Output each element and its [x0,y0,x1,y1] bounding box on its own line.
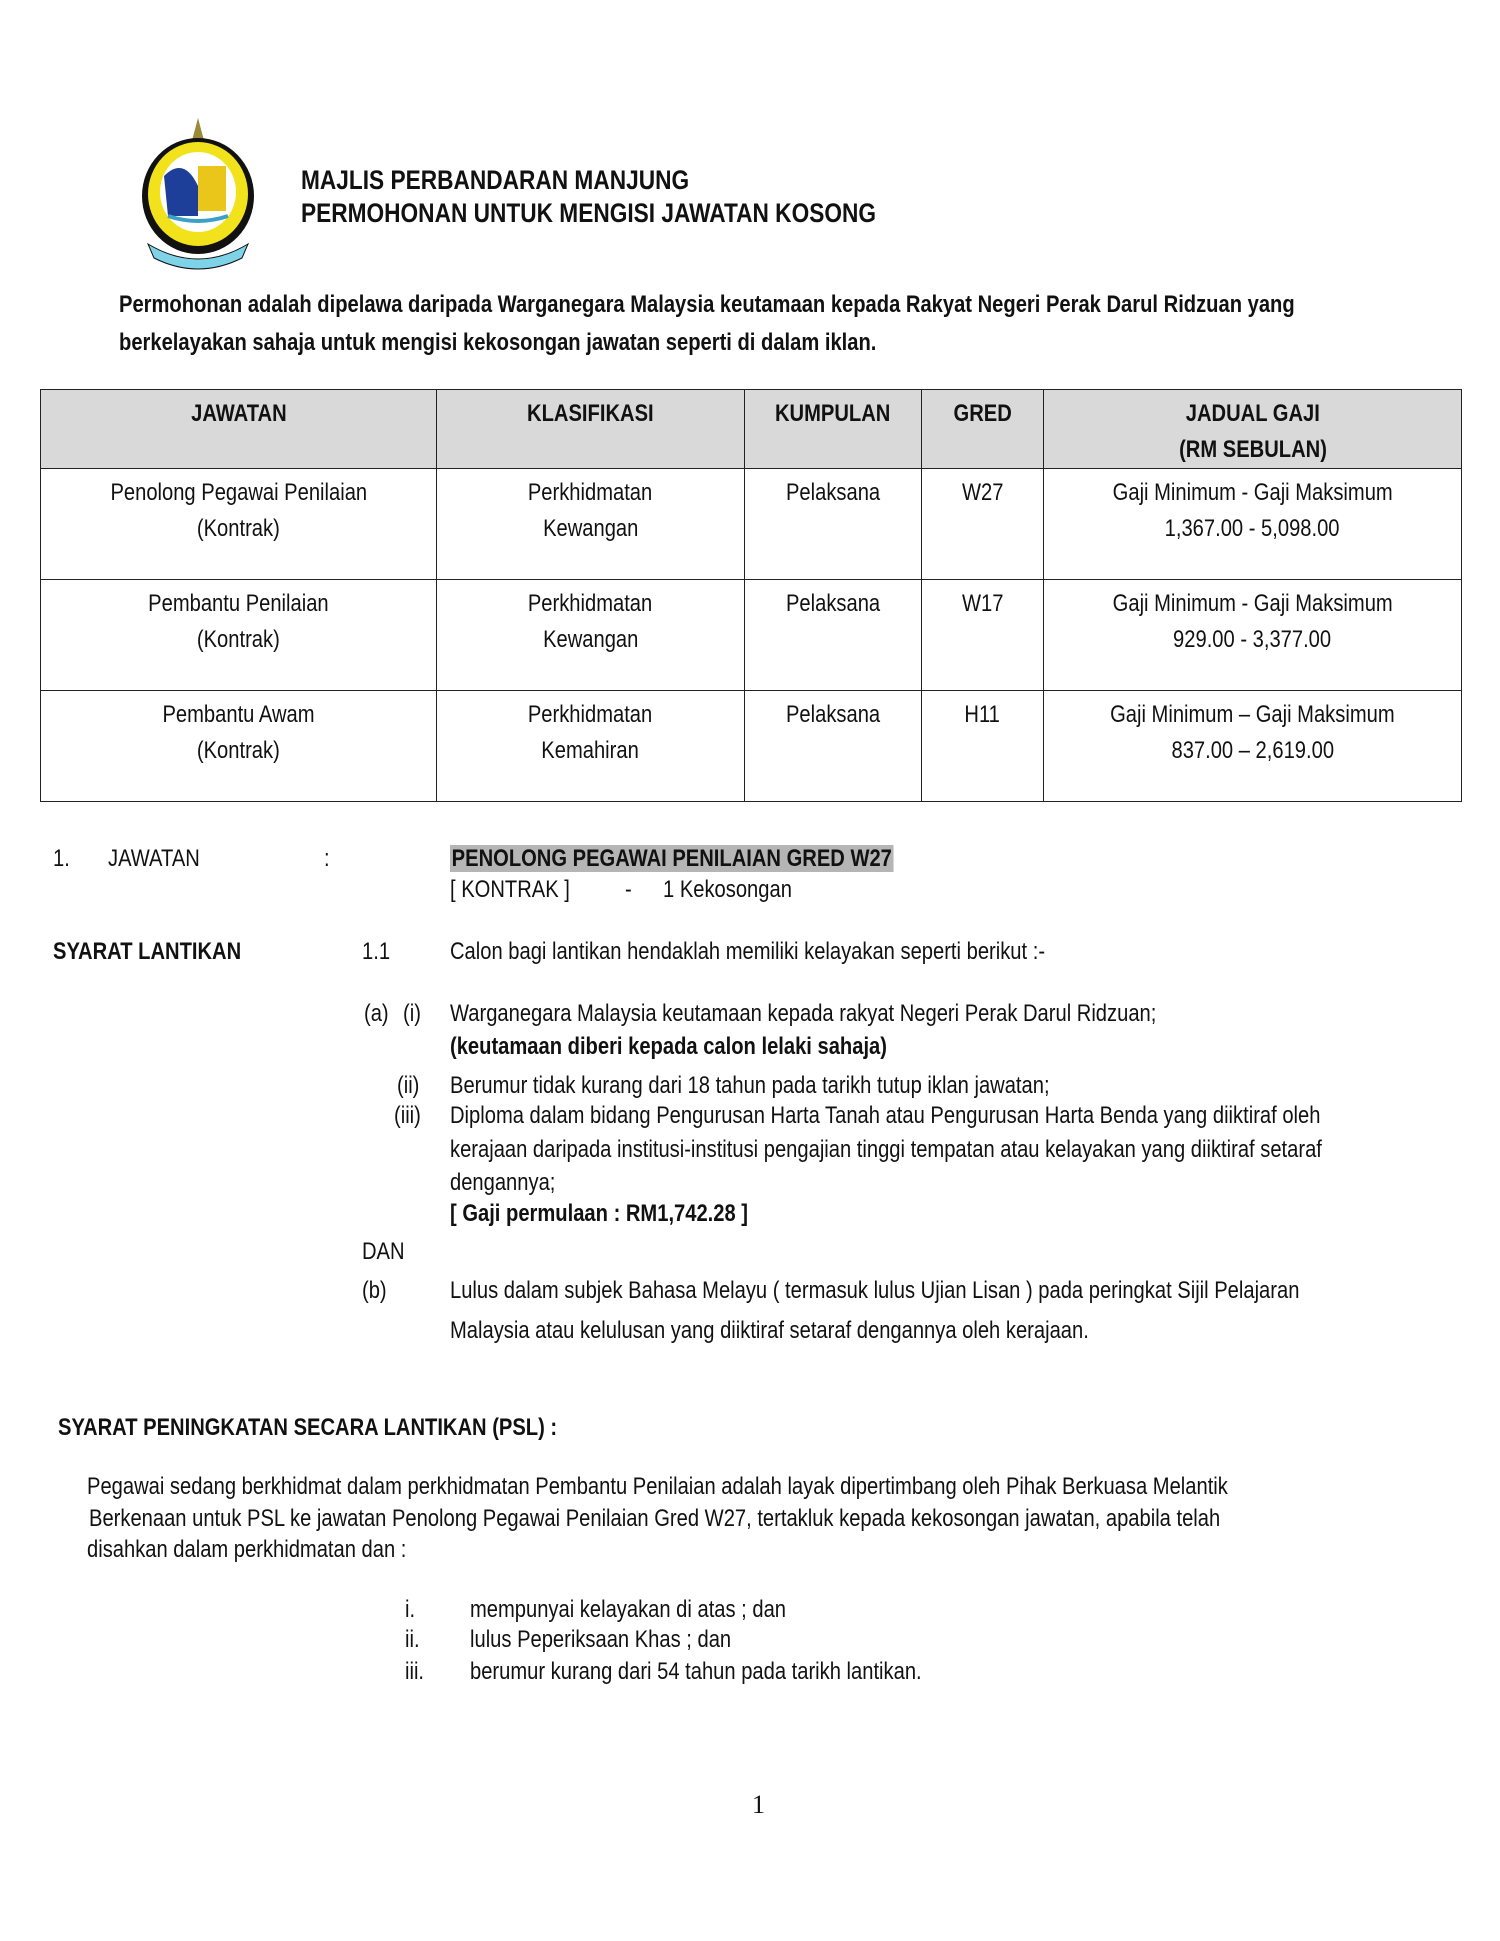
item-b-text-1: Lulus dalam subjek Bahasa Melayu ( termasuk lulus Ujian Lisan ) pada peringkat Sijil Pelajaran [450,1277,1300,1304]
psl-heading: SYARAT PENINGKATAN SECARA LANTIKAN (PSL) : [58,1414,558,1441]
cell-klasifikasi: Perkhidmatan [528,590,653,617]
cell-klasifikasi-2: Kewangan [542,515,639,542]
cell-gaji-range: 837.00 – 2,619.00 [1171,737,1334,764]
section-colon: : [324,845,330,872]
psl-para-3: disahkan dalam perkhidmatan dan : [87,1536,407,1563]
psl-item-number: i. [405,1596,416,1623]
cell-kumpulan: Pelaksana [785,479,881,506]
item-iii-text-2: kerajaan daripada institusi-institusi pengajian tinggi tempatan atau kelayakan yang diiktiraf setaraf [450,1136,1322,1163]
cell-gaji-label: Gaji Minimum - Gaji Maksimum [1112,590,1393,617]
syarat-intro: Calon bagi lantikan hendaklah memiliki kelayakan seperti berikut :- [450,938,1046,965]
cell-klasifikasi: Perkhidmatan [528,701,653,728]
col-kumpulan: KUMPULAN [775,400,891,427]
section-number: 1. [53,845,70,872]
col-klasifikasi: KLASIFIKASI [527,400,654,427]
cell-gaji-label: Gaji Minimum – Gaji Maksimum [1110,701,1395,728]
vacancy-table [40,389,1462,802]
council-logo [134,116,262,272]
cell-jawatan-type: (Kontrak) [197,626,280,653]
item-i-note: (keutamaan diberi kepada calon lelaki sahaja) [450,1033,887,1060]
item-b-text-2: Malaysia atau kelulusan yang diiktiraf setaraf dengannya oleh kerajaan. [450,1317,1089,1344]
dan-label: DAN [362,1238,405,1265]
psl-para-1: Pegawai sedang berkhidmat dalam perkhidmatan Pembantu Penilaian adalah layak dipertimbang oleh Pihak Berkuasa Melantik [87,1473,1228,1500]
section-label: JAWATAN [108,845,200,872]
item-i-text: Warganegara Malaysia keutamaan kepada rakyat Negeri Perak Darul Ridzuan; [450,1000,1157,1027]
cell-gred: H11 [964,701,1001,728]
item-ii-text: Berumur tidak kurang dari 18 tahun pada tarikh tutup iklan jawatan; [450,1072,1050,1099]
page-number: 1 [752,1790,765,1819]
col-jadual-gaji: JADUAL GAJI [1185,400,1320,427]
item-b-label: (b) [362,1277,387,1304]
cell-jawatan: Pembantu Awam [162,701,315,728]
position-title: PENOLONG PEGAWAI PENILAIAN GRED W27 [451,845,892,872]
cell-gaji-label: Gaji Minimum - Gaji Maksimum [1112,479,1393,506]
document-title: PERMOHONAN UNTUK MENGISI JAWATAN KOSONG [301,198,877,228]
table-row [41,469,1462,580]
contract-label: [ KONTRAK ] [450,876,570,903]
psl-item-number: iii. [405,1658,425,1685]
col-rm-sebulan: (RM SEBULAN) [1178,436,1327,463]
cell-kumpulan: Pelaksana [785,590,881,617]
vacancy-count: 1 Kekosongan [663,876,792,903]
table-row [41,691,1462,802]
cell-jawatan-type: (Kontrak) [197,515,280,542]
cell-gred: W27 [961,479,1004,506]
col-gred: GRED [953,400,1012,427]
cell-kumpulan: Pelaksana [785,701,881,728]
col-jawatan: JAWATAN [190,400,287,427]
cell-klasifikasi-2: Kemahiran [541,737,640,764]
item-iii-text-1: Diploma dalam bidang Pengurusan Harta Tanah atau Pengurusan Harta Benda yang diiktiraf oleh [450,1102,1321,1129]
item-iii-text-3: dengannya; [450,1169,556,1196]
table-header-row [41,390,1462,469]
cell-klasifikasi: Perkhidmatan [528,479,653,506]
council-name: MAJLIS PERBANDARAN MANJUNG [301,165,690,195]
intro-line-1: Permohonan adalah dipelawa daripada Warganegara Malaysia keutamaan kepada Rakyat Negeri Perak Darul Ridzuan yang [119,291,1295,318]
cell-gaji-range: 1,367.00 - 5,098.00 [1165,515,1340,542]
cell-gred: W17 [961,590,1004,617]
psl-item-text: lulus Peperiksaan Khas ; dan [470,1626,732,1653]
table-row [41,580,1462,691]
syarat-heading: SYARAT LANTIKAN [53,938,242,965]
item-a-label: (a) [364,1000,389,1027]
psl-item-text: mempunyai kelayakan di atas ; dan [470,1596,787,1623]
intro-line-2: berkelayakan sahaja untuk mengisi kekosongan jawatan seperti di dalam iklan. [119,329,877,356]
cell-jawatan-type: (Kontrak) [197,737,280,764]
syarat-number: 1.1 [362,938,391,965]
cell-jawatan: Penolong Pegawai Penilaian [110,479,367,506]
cell-gaji-range: 929.00 - 3,377.00 [1173,626,1332,653]
starting-salary: [ Gaji permulaan : RM1,742.28 ] [450,1200,749,1227]
item-iii-label: (iii) [394,1102,421,1129]
item-i-label: (i) [403,1000,421,1027]
item-ii-label: (ii) [397,1072,420,1099]
psl-para-2: Berkenaan untuk PSL ke jawatan Penolong Pegawai Penilaian Gred W27, tertakluk kepada kekosongan jawatan, apabila telah [89,1505,1221,1532]
psl-item-number: ii. [405,1626,420,1653]
cell-jawatan: Pembantu Penilaian [148,590,329,617]
cell-klasifikasi-2: Kewangan [542,626,639,653]
contract-dash: - [625,876,632,903]
psl-item-text: berumur kurang dari 54 tahun pada tarikh lantikan. [470,1658,922,1685]
